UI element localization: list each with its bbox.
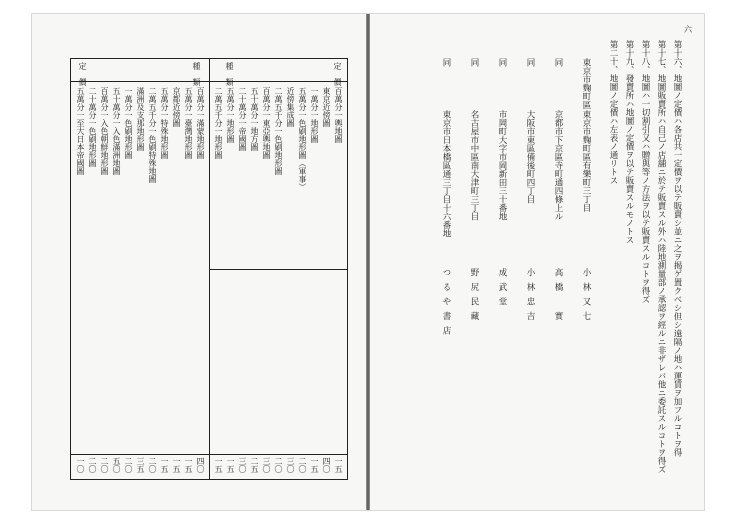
article-column: 第二十、地圖ノ定價ハ左表ノ通リトス xyxy=(608,40,618,185)
table-cell-price: 一五 xyxy=(172,457,181,473)
article-column: 第十九、發賣所ハ地圖ノ定價ヲ以テ販賣スルモノトス xyxy=(624,40,634,244)
table-cell-type: 五十萬分一地方圖 xyxy=(250,87,259,151)
header-price-2: 定 價 xyxy=(78,62,87,86)
table-cell-price: 四〇 xyxy=(322,457,331,473)
table-cell-price: 二〇 xyxy=(124,457,133,473)
vendor-address: 大阪市東區備後町四丁目 xyxy=(525,110,535,204)
vendor-address: 東京市麴町區有樂町三丁目 xyxy=(581,110,591,212)
header-price-1: 定 價 xyxy=(333,62,342,86)
table-cell-price: 二〇 xyxy=(274,457,283,473)
table-cell-price: 五〇 xyxy=(112,457,121,473)
table-cell-type: 二十萬分一色刷地形圖 xyxy=(88,87,97,167)
table-cell-price: 一五 xyxy=(226,457,235,473)
table-cell-type: 五萬分一特殊地形圖 xyxy=(160,87,169,159)
vendor-name: 小林忠吉 xyxy=(525,268,535,326)
article-column: 第十六、地圖ノ定價ハ各店共一定價ヲ以テ販賣シ並ニ之ヲ揭ゲ置クベシ但シ遠隔ノ地ハ運賃ヲ加フルコトヲ得 xyxy=(672,40,682,457)
table-cell-type: 東京近傍圖 xyxy=(322,87,331,127)
table-cell-price: 一五 xyxy=(214,457,223,473)
table-cell-price: 三〇 xyxy=(238,457,247,473)
vendor-place: 同 xyxy=(553,58,563,67)
table-cell-type: 一萬分一色刷地形圖 xyxy=(124,87,133,159)
table-cell-type: 百萬分一滿蒙地形圖 xyxy=(196,87,205,159)
vendor-name: 小林又七 xyxy=(581,268,591,326)
table-cell-price: 一〇 xyxy=(76,457,85,473)
table-cell-price: 四〇 xyxy=(196,457,205,473)
vendor-address: 東京市日本橋區通三丁目十六番地 xyxy=(441,110,451,238)
table-cell-price: 一五 xyxy=(334,457,343,473)
vendor-place: 同 xyxy=(525,58,535,67)
header-type-2: 種 類 xyxy=(192,62,201,86)
table-cell-type: 一萬分一地形圖 xyxy=(310,87,319,143)
table-cell-type: 二萬五千分一地形圖 xyxy=(214,87,223,159)
book-spread xyxy=(32,14,704,510)
table-cell-price: 二〇 xyxy=(148,457,157,473)
article-column: 第十八、地圖ハ一切割引又ハ贈與等ノ方法ヲ以テ販賣スルコトヲ得ズ xyxy=(640,40,650,304)
table-cell-type: 近傍集成圖 xyxy=(286,87,295,127)
table-cell-type: 二萬五千分一色刷特殊地圖 xyxy=(148,87,157,183)
vendor-address: 名古屋市中區南大津町三丁目 xyxy=(469,110,479,221)
vendor-entry xyxy=(580,58,592,358)
vendor-name: 高橋 實 xyxy=(553,268,563,326)
vendor-place: 同 xyxy=(469,58,479,67)
table-cell-price: 三〇 xyxy=(286,457,295,473)
table-cell-price: 二五 xyxy=(250,457,259,473)
table-cell-type: 百萬分一入色朝鮮地形圖 xyxy=(100,87,109,175)
vendor-entry xyxy=(524,58,536,358)
article-column: 第十七、地圖販賣所ハ自己ノ店舖ニ於テ販賣スル外ハ陸地測量部ノ承認ヲ經ルニ非ザレバ他ニ委託スルコトヲ得ズ xyxy=(656,40,666,474)
vendor-entry xyxy=(496,58,508,358)
table-cell-price: 二〇 xyxy=(100,457,109,473)
page-number: 六 xyxy=(684,25,692,34)
table-cell-price: 三〇 xyxy=(262,457,271,473)
row-rule xyxy=(209,269,347,270)
table-cell-type: 二十萬分一帝國圖 xyxy=(238,87,247,151)
table-cell-type: 百萬分一東亞輿地圖 xyxy=(262,87,271,159)
vendor-place: 東京市麴町區 xyxy=(581,58,591,109)
header-type-1: 種 類 xyxy=(225,62,234,86)
table-cell-price: 二〇 xyxy=(88,457,97,473)
table-cell-type: 滿洲及支那地形圖 xyxy=(136,87,145,151)
price-rule xyxy=(71,454,347,455)
table-cell-price: 二〇 xyxy=(298,457,307,473)
left-page xyxy=(32,14,366,510)
table-cell-type: 五十萬分一入色滿洲地圖 xyxy=(112,87,121,175)
vendor-name: 野尻民藏 xyxy=(469,268,479,326)
price-table xyxy=(70,58,348,480)
table-cell-type: 百萬分一輿地圖 xyxy=(334,87,343,143)
table-cell-type: 五萬分一至大日本帝國圖 xyxy=(76,87,85,175)
table-cell-type: 五萬分一色刷地形圖（軍事） xyxy=(298,87,307,191)
vendor-name: つるや書店 xyxy=(441,268,451,341)
vendor-address: 京都市下京區寺町通四條上ル xyxy=(553,110,563,221)
vendor-entry xyxy=(468,58,480,358)
table-cell-type: 二萬五千分一色刷地形圖 xyxy=(274,87,283,175)
table-cell-price: 一五 xyxy=(160,457,169,473)
vendor-name: 成武堂 xyxy=(497,268,507,312)
table-cell-price: 一五 xyxy=(310,457,319,473)
right-page xyxy=(370,14,704,510)
vendor-entry xyxy=(552,58,564,358)
vendor-address: 市岡町大字市岡新田三十番地 xyxy=(497,110,507,221)
vendor-place: 同 xyxy=(497,58,507,67)
table-cell-price: 一五 xyxy=(184,457,193,473)
table-cell-type: 五萬分一地形圖 xyxy=(226,87,235,143)
table-cell-type: 京都近傍圖 xyxy=(172,87,181,127)
table-cell-price: 三五 xyxy=(136,457,145,473)
table-cell-type: 五萬分一臺灣地形圖 xyxy=(184,87,193,159)
vendor-entry xyxy=(440,58,452,358)
vendor-place: 同 xyxy=(441,58,451,67)
